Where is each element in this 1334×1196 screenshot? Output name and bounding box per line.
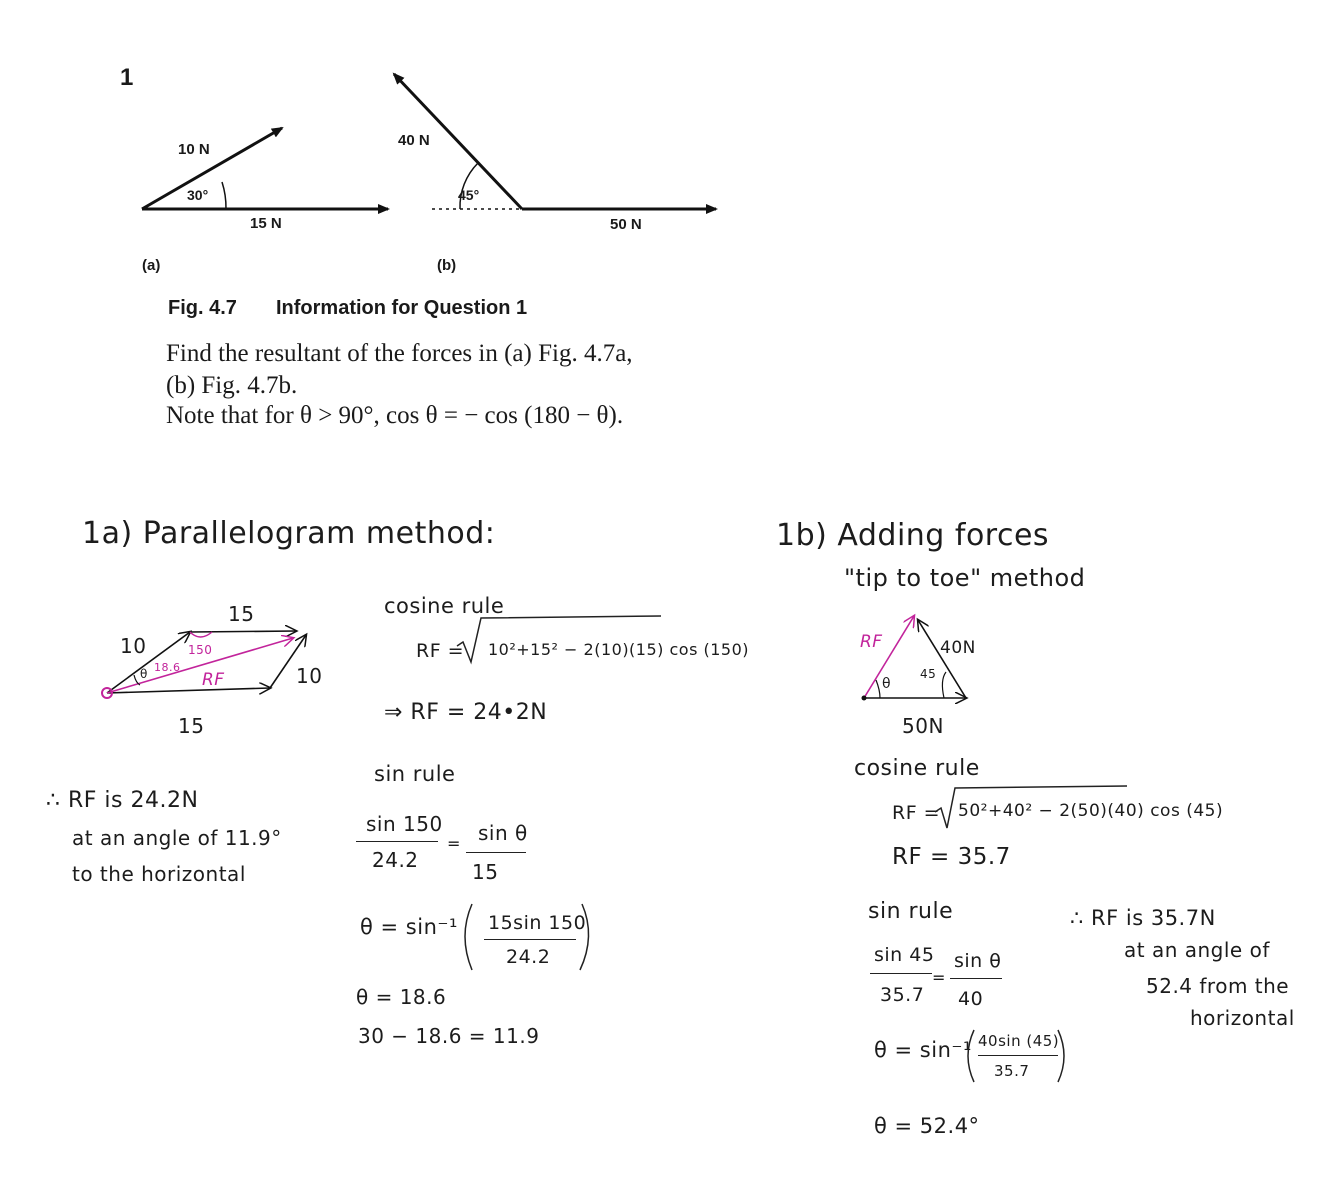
diagram-right-10: 10 [296, 664, 323, 688]
part-b-sine-frac-left [870, 973, 932, 974]
part-b-sine-heading: sin rule [868, 899, 954, 924]
angle-45-arc-b [942, 672, 946, 698]
part-b-theta-frac [978, 1055, 1058, 1056]
diagram-angle-150: 150 [188, 643, 213, 657]
part-a-theta-value: θ = 18.6 [356, 985, 447, 1009]
fig-b-label-50n: 50 N [610, 216, 642, 233]
part-a-theta-den: 24.2 [506, 946, 551, 968]
part-b-cosine-lhs: RF = [892, 802, 941, 824]
part-b-cosine-heading: cosine rule [854, 756, 980, 781]
fig-a-label-10n: 10 N [178, 141, 210, 158]
part-a-cosine-heading: cosine rule [384, 594, 505, 618]
part-b-theta-value: θ = 52.4° [874, 1114, 980, 1138]
part-b-conclusion-line-4: horizontal [1190, 1006, 1295, 1030]
figure-title-number: Fig. 4.7 [168, 297, 237, 319]
part-b-cosine-expr: 50²+40² − 2(50)(40) cos (45) [958, 801, 1224, 821]
fig-b-label-45: 45° [458, 187, 480, 203]
triangle-rf: RF [860, 632, 883, 652]
figure-b [394, 74, 716, 209]
diagram-angle-theta: θ [140, 667, 148, 681]
diagram-top-15: 15 [228, 602, 255, 626]
triangle-50n: 50N [902, 714, 944, 738]
part-b-sine-den-right: 40 [958, 988, 984, 1010]
part-b-sine-num-right: sin θ [954, 950, 1002, 972]
part-a-sine-num-left: sin 150 [366, 812, 443, 836]
figure-title-text: Information for Question 1 [276, 297, 528, 319]
fig-a-label-30: 30° [187, 187, 209, 203]
triangle-angle-theta: θ [882, 676, 892, 692]
part-a-conclusion-line-2: at an angle of 11.9° [72, 826, 282, 850]
diagram-left-10: 10 [120, 634, 147, 658]
part-b-sine-num-left: sin 45 [874, 944, 935, 966]
diagram-bottom-15: 15 [178, 714, 205, 738]
part-a-theta-num: 15sin 150 [488, 912, 587, 934]
part-a-heading: 1a) Parallelogram method: [82, 516, 496, 551]
angle-theta-arc-b [876, 680, 880, 698]
triangle-40n: 40N [940, 638, 976, 658]
origin-point-b [862, 696, 867, 701]
part-b-conclusion-line-3: 52.4 from the [1146, 974, 1290, 998]
question-line-3: Note that for θ > 90°, cos θ = − cos (180 − θ). [166, 402, 624, 429]
part-b-heading: 1b) Adding forces [776, 518, 1050, 553]
part-a-conclusion-line-1: ∴ RF is 24.2N [46, 788, 199, 813]
part-a-sine-equals: = [447, 834, 461, 853]
part-a-sine-num-right: sin θ [478, 821, 528, 845]
part-b-cosine-result: RF = 35.7 [892, 844, 1011, 870]
diagram-angle-18-6: 18.6 [154, 661, 181, 674]
triangle-angle-45: 45 [920, 667, 937, 681]
part-a-sine-frac-right [466, 852, 526, 853]
part-a-theta-lhs: θ = sin⁻¹ [360, 915, 458, 939]
part-a-cosine-expr: 10²+15² − 2(10)(15) cos (150) [488, 640, 750, 659]
part-a-sine-den-left: 24.2 [372, 848, 419, 872]
part-b-sine-frac-right [950, 978, 1002, 979]
part-b-theta-lhs: θ = sin⁻¹ [874, 1038, 972, 1062]
parallelogram-diagram [0, 590, 340, 720]
part-a-cosine-result: ⇒ RF = 24•2N [384, 700, 548, 725]
angle-30-arc [222, 182, 226, 209]
question-number: 1 [120, 64, 134, 91]
part-a-sine-heading: sin rule [374, 762, 456, 786]
force-10n-arrow [142, 128, 282, 209]
diagram-rf: RF [202, 670, 225, 690]
part-b-theta-den: 35.7 [994, 1062, 1030, 1080]
part-a-sine-den-right: 15 [472, 860, 499, 884]
bottom-15-line [107, 688, 270, 693]
fig-b-caption: (b) [437, 257, 457, 274]
part-b-conclusion-line-2: at an angle of [1124, 938, 1270, 962]
fig-b-label-40n: 40 N [398, 132, 430, 149]
part-b-conclusion-line-1: ∴ RF is 35.7N [1070, 906, 1216, 930]
part-a-angle-subtract: 30 − 18.6 = 11.9 [358, 1024, 540, 1048]
figure-4-7 [0, 0, 760, 290]
part-a-theta-frac [484, 939, 576, 940]
question-line-2: (b) Fig. 4.7b. [166, 372, 298, 399]
part-a-cosine-lhs: RF = [416, 640, 465, 662]
part-b-sine-equals: = [932, 968, 946, 987]
top-15-line [190, 631, 296, 632]
part-b-subheading: "tip to toe" method [844, 564, 1086, 592]
fig-a-label-15n: 15 N [250, 215, 282, 232]
part-a-sine-frac-left [356, 841, 438, 842]
part-b-sine-den-left: 35.7 [880, 984, 925, 1006]
part-b-theta-num: 40sin (45) [978, 1032, 1060, 1050]
question-line-1: Find the resultant of the forces in (a) Fig. 4.7a, [166, 340, 633, 367]
part-a-conclusion-line-3: to the horizontal [72, 862, 246, 886]
fig-a-caption: (a) [142, 257, 161, 274]
